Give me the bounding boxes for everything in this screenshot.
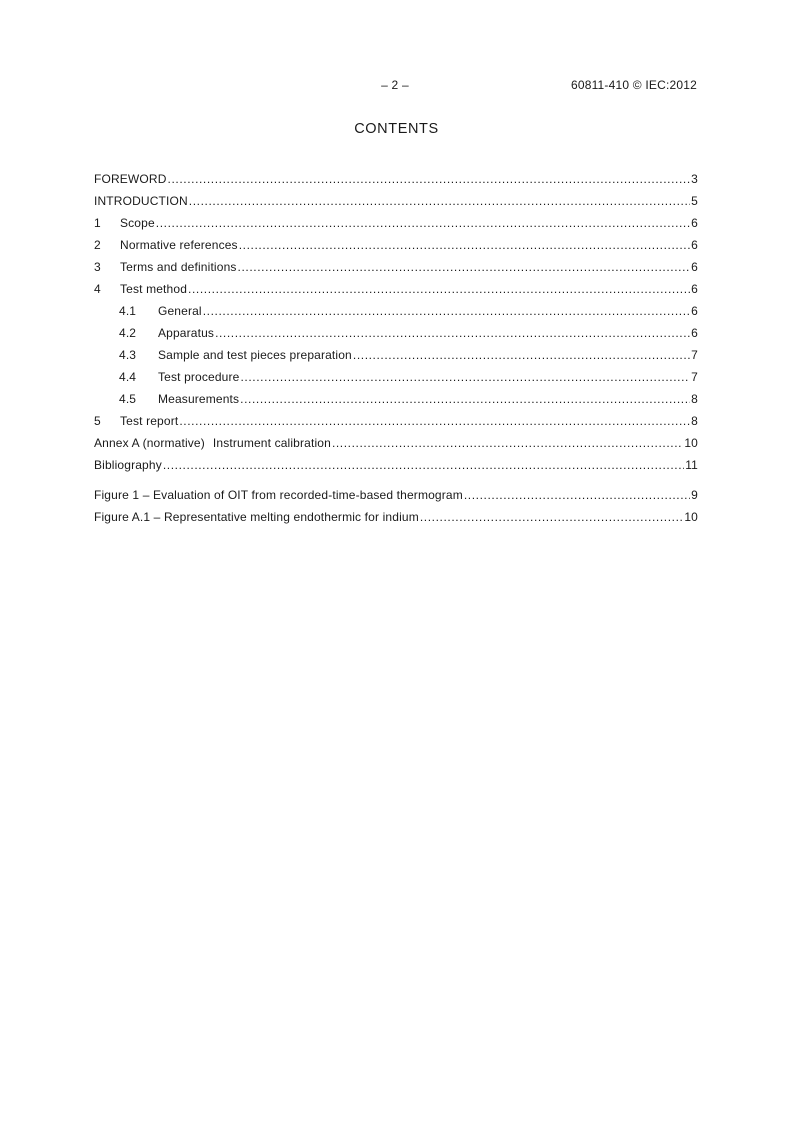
list-of-figures xyxy=(94,480,698,524)
toc-entry-number: 4.1 xyxy=(119,304,137,318)
toc-entry-label: Test method xyxy=(120,282,188,296)
dot-leader xyxy=(215,326,690,340)
dot-leader xyxy=(189,194,690,208)
figure-entry-page: 9 xyxy=(691,488,698,502)
toc-entry-label: FOREWORD xyxy=(94,172,167,186)
toc-entry-number: 4.5 xyxy=(119,392,137,406)
toc-entry-label: INTRODUCTION xyxy=(94,194,188,208)
toc-entry-label: Test report xyxy=(120,414,179,428)
toc-entry-page: 6 xyxy=(691,260,698,274)
toc-entry-page: 6 xyxy=(691,304,698,318)
toc-entry-page: 6 xyxy=(691,282,698,296)
dot-leader xyxy=(156,216,690,230)
figure-entry-page: 10 xyxy=(684,510,698,524)
toc-entry-page: 8 xyxy=(691,392,698,406)
figure-entry-1[interactable] xyxy=(94,480,698,502)
dot-leader xyxy=(163,458,684,472)
dot-leader xyxy=(353,348,690,362)
toc-entry-page: 6 xyxy=(691,238,698,252)
toc-entry-general[interactable] xyxy=(94,296,698,318)
toc-entry-page: 6 xyxy=(691,216,698,230)
toc-entry-number: 4.3 xyxy=(119,348,137,362)
toc-entry-normative-references[interactable] xyxy=(94,230,698,252)
dot-leader xyxy=(203,304,690,318)
toc-entry-sample-preparation[interactable] xyxy=(94,340,698,362)
toc-entry-page: 8 xyxy=(691,414,698,428)
toc-entry-number: 4.2 xyxy=(119,326,137,340)
toc-entry-number: 3 xyxy=(94,260,101,274)
toc-entry-test-method[interactable] xyxy=(94,274,698,296)
toc-entry-measurements[interactable] xyxy=(94,384,698,406)
table-of-contents xyxy=(94,164,698,472)
toc-entry-number: 4.4 xyxy=(119,370,137,384)
toc-entry-foreword[interactable] xyxy=(94,164,698,186)
dot-leader xyxy=(179,414,690,428)
dot-leader xyxy=(188,282,690,296)
toc-entry-annex-a[interactable] xyxy=(94,428,698,450)
page-title: CONTENTS xyxy=(354,121,439,137)
toc-entry-label: General xyxy=(158,304,202,318)
figure-entry-label: Figure A.1 – Representative melting endothermic for indium xyxy=(94,510,419,524)
toc-entry-apparatus[interactable] xyxy=(94,318,698,340)
toc-entry-label: Sample and test pieces preparation xyxy=(158,348,352,362)
toc-entry-label: Bibliography xyxy=(94,458,162,472)
toc-entry-page: 7 xyxy=(691,370,698,384)
toc-entry-page: 7 xyxy=(691,348,698,362)
toc-entry-label: Normative references xyxy=(120,238,238,252)
toc-entry-label: Scope xyxy=(120,216,155,230)
dot-leader xyxy=(168,172,691,186)
dot-leader xyxy=(332,436,683,450)
toc-entry-bibliography[interactable] xyxy=(94,450,698,472)
dot-leader xyxy=(240,370,690,384)
toc-entry-page: 6 xyxy=(691,326,698,340)
toc-entry-page: 3 xyxy=(691,172,698,186)
toc-entry-label: Apparatus xyxy=(158,326,215,340)
toc-entry-test-procedure[interactable] xyxy=(94,362,698,384)
figure-entry-label: Figure 1 – Evaluation of OIT from recorded-time-based thermogram xyxy=(94,488,463,502)
dot-leader xyxy=(240,392,690,406)
toc-entry-label: Test procedure xyxy=(158,370,240,384)
toc-entry-introduction[interactable] xyxy=(94,186,698,208)
toc-entry-page: 10 xyxy=(684,436,698,450)
toc-entry-page: 5 xyxy=(691,194,698,208)
toc-entry-page: 11 xyxy=(685,458,698,472)
figure-entry-a1[interactable] xyxy=(94,502,698,524)
page-number: – 2 – xyxy=(381,78,409,92)
toc-entry-label: Measurements xyxy=(158,392,240,406)
toc-entry-terms-and-definitions[interactable] xyxy=(94,252,698,274)
toc-entry-test-report[interactable] xyxy=(94,406,698,428)
toc-entry-label: Instrument calibration xyxy=(212,436,331,450)
toc-entry-scope[interactable] xyxy=(94,208,698,230)
dot-leader xyxy=(464,488,690,502)
toc-entry-number: 5 xyxy=(94,414,101,428)
toc-entry-label: Terms and definitions xyxy=(120,260,237,274)
dot-leader xyxy=(420,510,683,524)
document-id: 60811-410 © IEC:2012 xyxy=(570,78,697,92)
toc-entry-prefix: Annex A (normative) xyxy=(94,436,205,450)
dot-leader xyxy=(239,238,690,252)
toc-entry-number: 1 xyxy=(94,216,101,230)
dot-leader xyxy=(238,260,691,274)
toc-entry-number: 4 xyxy=(94,282,101,296)
toc-entry-number: 2 xyxy=(94,238,101,252)
